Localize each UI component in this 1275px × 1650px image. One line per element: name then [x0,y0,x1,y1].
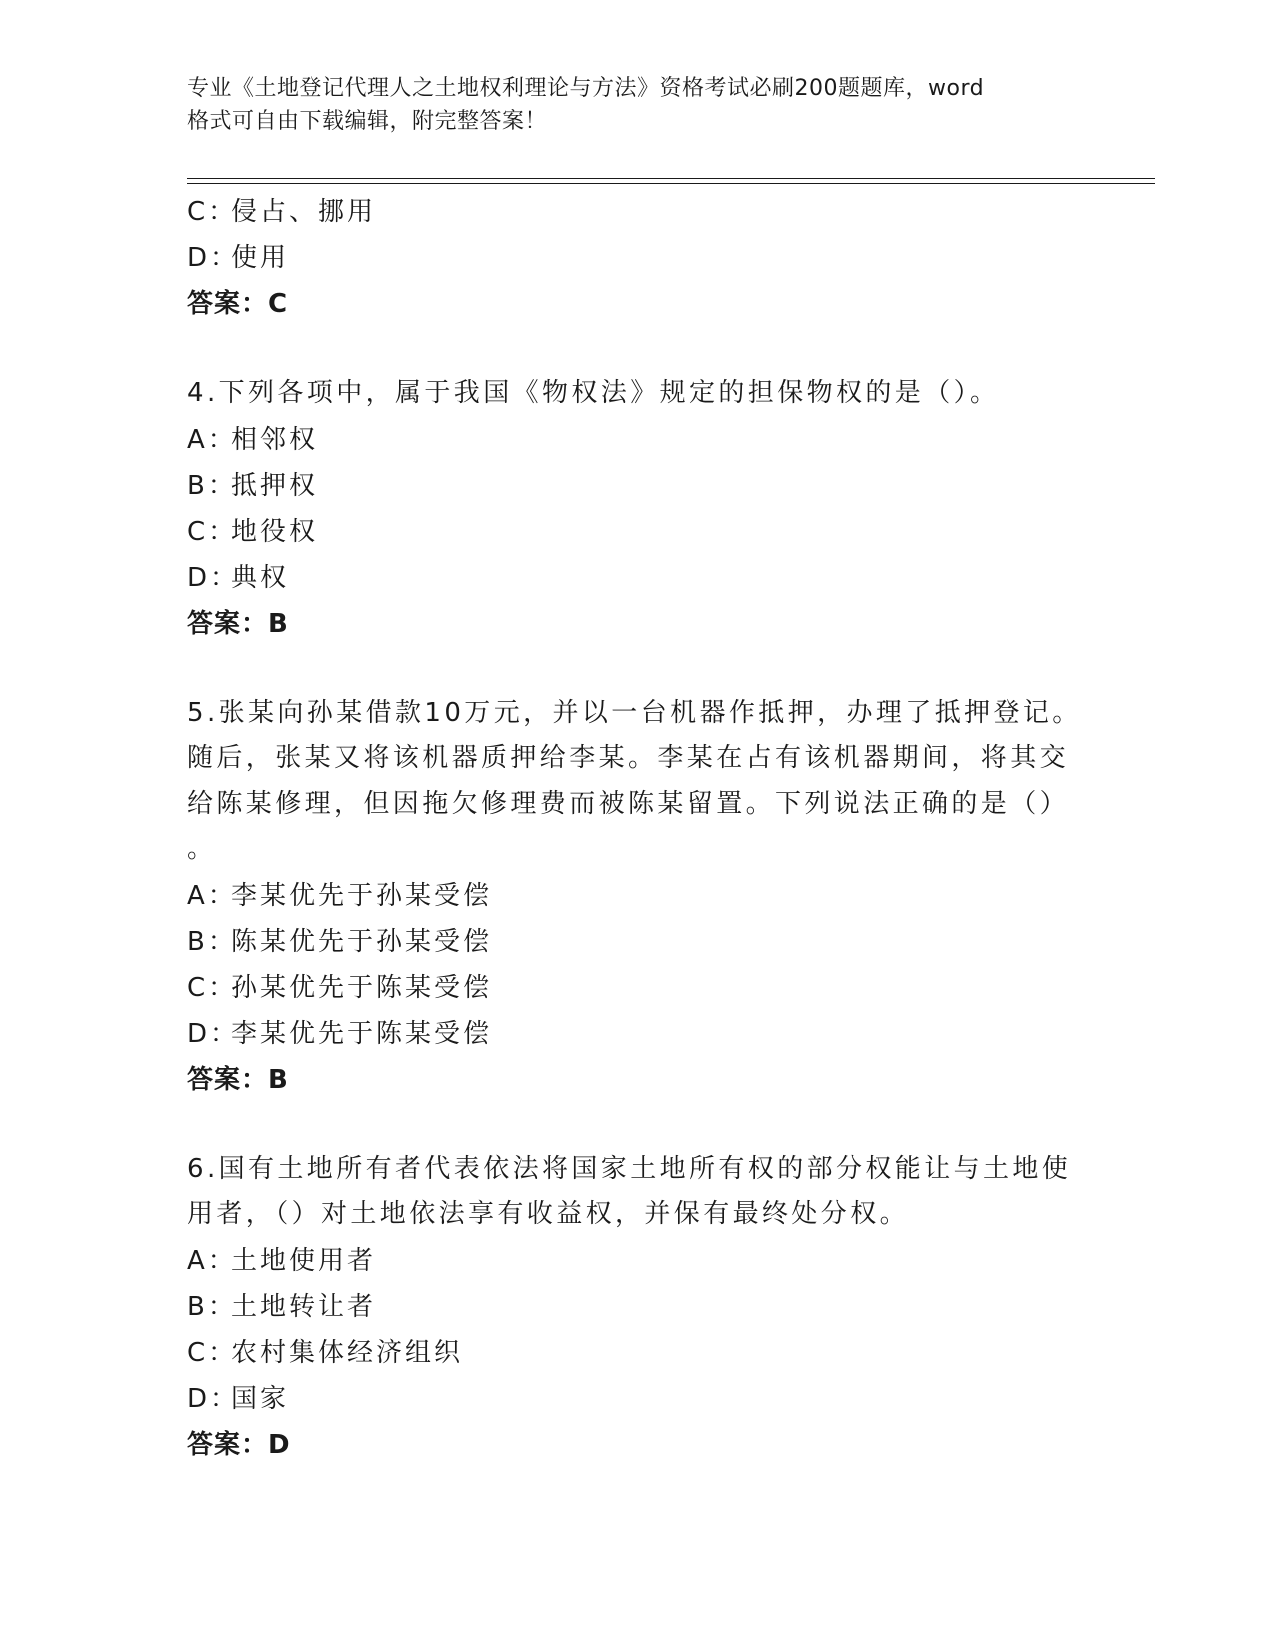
option-a: A：李某优先于孙某受偿 [187,880,493,911]
question-stem: 6.国有土地所有者代表依法将国家土地所有权的部分权能让与土地使 用者，（）对土地依法享有收益权，并保有最终处分权。 [187,1153,1072,1229]
option-c: C：侵占、挪用 [187,197,377,227]
document-header [187,72,1067,138]
question-stem: 5.张某向孙某借款10万元，并以一台机器作抵押，办理了抵押登记。 随后，张某又将该机器质押给李某。李某在占有该机器期间，将其交 给陈某修理，但因拖欠修理费而被陈某留置。下列说法正确的是（） 。 [187,697,1082,864]
option-c: C：地役权 [187,516,319,547]
option-b: B：抵押权 [187,470,319,501]
option-a: A：相邻权 [187,424,319,455]
answer: 答案：B [187,608,289,639]
option-c: C：孙某优先于陈某受偿 [187,972,493,1003]
question-4 [187,371,1087,647]
answer: 答案：C [187,289,289,319]
option-c: C：农村集体经济组织 [187,1337,464,1368]
header-rule-bottom [187,183,1155,184]
answer: 答案：B [187,1064,289,1095]
option-a: A：土地使用者 [187,1245,377,1276]
question-5 [187,691,1087,1103]
question-content [187,189,1087,1468]
question-6 [187,1147,1087,1468]
option-d: D：国家 [187,1383,290,1414]
answer: 答案：D [187,1429,291,1460]
option-b: B：土地转让者 [187,1291,377,1322]
header-line-1: 专业《土地登记代理人之土地权利理论与方法》资格考试必刷200题题库，word [187,76,985,101]
header-line-2: 格式可自由下载编辑，附完整答案！ [187,109,548,134]
header-rule-top [187,178,1155,179]
question-stem: 4.下列各项中，属于我国《物权法》规定的担保物权的是（）。 [187,378,1000,408]
option-b: B：陈某优先于孙某受偿 [187,926,493,957]
option-d: D：李某优先于陈某受偿 [187,1018,493,1049]
prev-question [187,189,1087,327]
option-d: D：使用 [187,243,290,273]
option-d: D：典权 [187,562,290,593]
